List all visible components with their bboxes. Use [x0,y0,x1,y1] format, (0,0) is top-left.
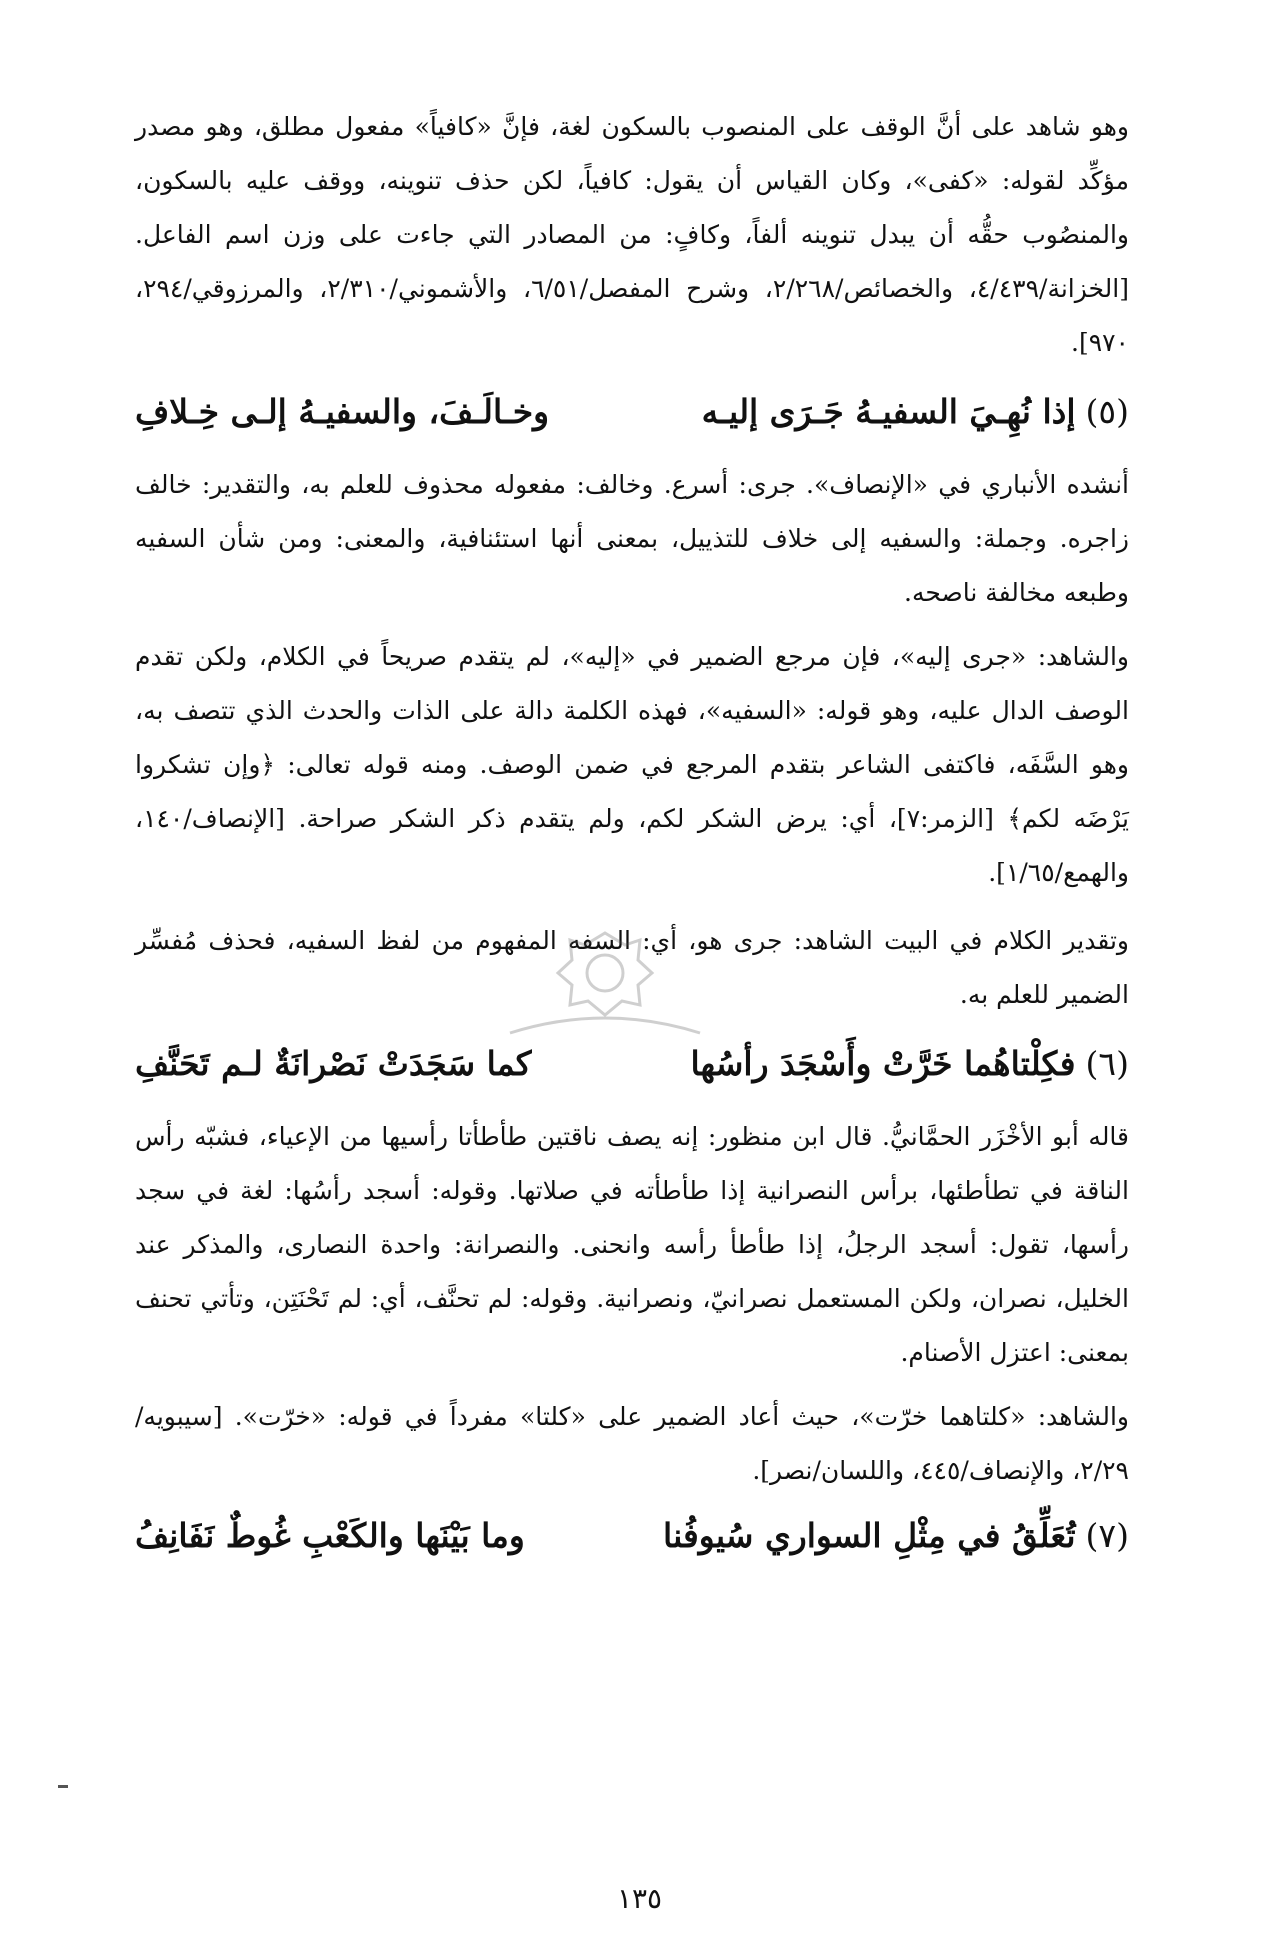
verse-5-second-hemistich: وخـالَـفَ، والسفيـهُ إلـى خِـلافِ [135,392,550,431]
paragraph-verse-6-explanation: قاله أبو الأخْزَر الحمَّانيُّ. قال ابن منظور: إنه يصف ناقتين طأطأتا رأسيها من الإعياء، فشبّه رأس الناقة في تطأطئها، برأس النصرانية إذا طأطأته في صلاتها. وقوله: أسجد رأسُها: لغة في سجد رأسها، تقول: أسجد الرجلُ، إذا طأطأ رأسه وانحنى. والنصرانة: واحدة النصارى، والمذكر عند الخليل، نصران، ولكن المستعمل نصرانيّ، ونصرانية. وقوله: لم تحنَّف، أي: لم تَحْنَتِن، وتأتي تحنف بمعنى: اعتزل الأصنام. [135,1122,1129,1367]
page-number: ١٣٥ [616,1882,663,1915]
verse-6-first-hemistich: فكِلْتاهُما خَرَّتْ وأَسْجَدَ رأسُها [690,1044,1076,1083]
seal-watermark-icon [500,925,710,1045]
paragraph-verse-5-explanation: أنشده الأنباري في «الإنصاف». جرى: أسرع. وخالف: مفعوله محذوف للعلم به، والتقدير: خالف زاجره. وجملة: والسفيه إلى خلاف للتذييل، بمعنى أنها استئنافية، والمعنى: ومن شأن السفيه وطبعه مخالفة ناصحه. [135,470,1129,607]
verse-6-number: (٦) [1085,1044,1129,1083]
paragraph-verse-5-taqdir: وتقدير الكلام في البيت الشاهد: جرى هو، أي: السفه المفهوم من لفظ السفيه، فحذف مُفسِّر الضمير للعلم به. [135,926,1129,1009]
verse-7 [135,1508,1129,1564]
verse-5-number: (٥) [1085,392,1129,431]
paragraph-verse-6-shahid: والشاهد: «كلتاهما خرّت»، حيث أعاد الضمير على «كلتا» مفرداً في قوله: «خرّت». [سيبويه/٢/٢٩، والإنصاف/٤٤٥، واللسان/نصر]. [135,1402,1129,1485]
verse-7-first-hemistich-group [663,1508,1129,1564]
verse-7-first-hemistich: تُعَلِّقُ في مِثْلِ السواري سُيوفُنا [663,1516,1076,1555]
verse-7-number: (٧) [1085,1516,1129,1555]
paragraph-verse-5-shahid: والشاهد: «جرى إليه»، فإن مرجع الضمير في «إليه»، لم يتقدم صريحاً في الكلام، ولكن تقدم الوصف الدال عليه، وهو قوله: «السفيه»، فهذه الكلمة دالة على الذات والحدث الذي تتصف به، وهو السَّفَه، فاكتفى الشاعر بتقدم المرجع في ضمن الوصف. ومنه قوله تعالى: ﴿وإن تشكروا يَرْضَه لكم﴾ [الزمر:٧]، أي: يرض الشكر لكم، ولم يتقدم ذكر الشكر صراحة. [الإنصاف/١٤٠، والهمع/١/٦٥]. [135,642,1129,887]
verse-5-first-hemistich: إذا نُهِـيَ السفيـهُ جَـرَى إليـه [701,392,1076,431]
verse-5 [135,384,1129,440]
paragraph-shahid-kafi: وهو شاهد على أنَّ الوقف على المنصوب بالسكون لغة، فإنَّ «كافياً» مفعول مطلق، وهو مصدر مؤكِّد لقوله: «كفى»، وكان القياس أن يقول: كافياً، لكن حذف تنوينه، ووقف عليه بالسكون، والمنصُوب حقُّه أن يبدل تنوينه ألفاً، وكافٍ: من المصادر التي جاءت على وزن اسم الفاعل. [الخزانة/٤/٤٣٩، والخصائص/٢/٢٦٨، وشرح المفصل/٦/٥١، والأشموني/٢/٣١٠، والمرزوقي/٢٩٤، ٩٧٠]. [135,112,1129,357]
verse-6-first-hemistich-group [691,1036,1130,1092]
verse-7-second-hemistich: وما بَيْنَها والكَعْبِ غُوطٌ نَفَانِفُ [135,1516,525,1555]
verse-6-second-hemistich: كما سَجَدَتْ نَصْرانَةٌ لـم تَحَنَّفِ [135,1044,532,1083]
margin-mark [58,1785,68,1788]
verse-5-first-hemistich-group [702,384,1129,440]
